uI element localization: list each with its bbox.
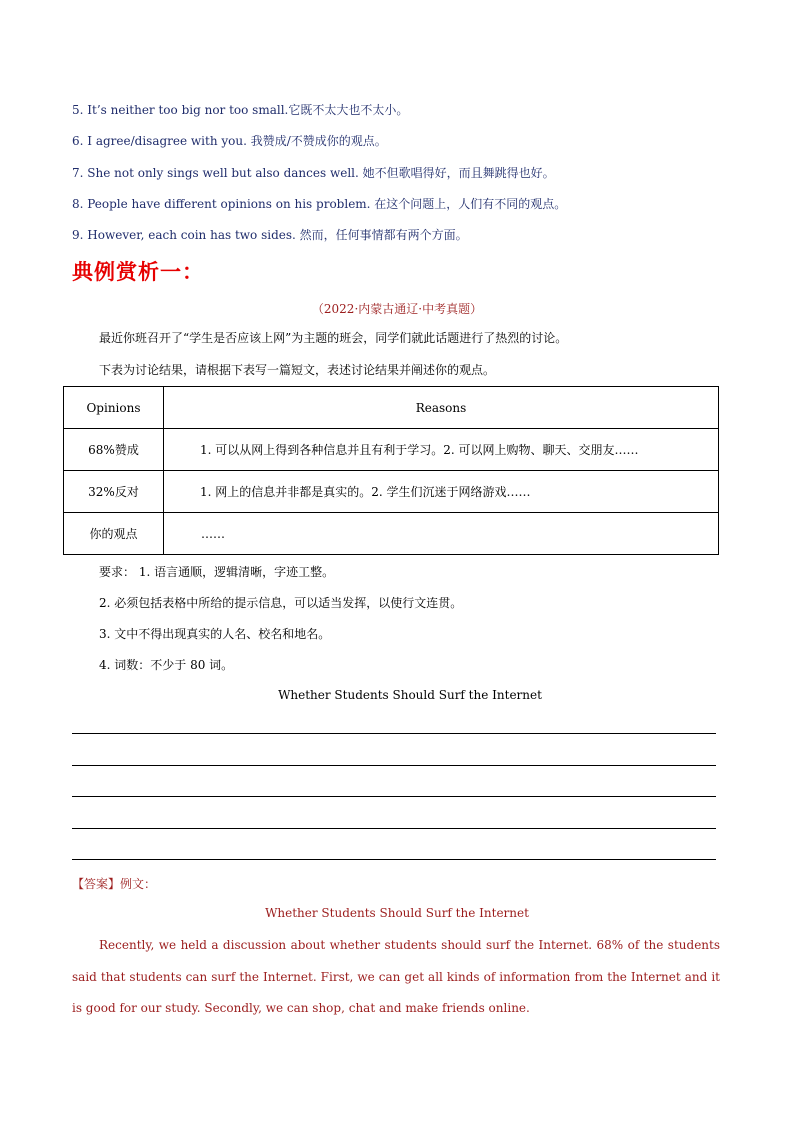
reason-cell: …… bbox=[164, 513, 719, 555]
writing-line bbox=[72, 796, 716, 797]
sentence-9: 9. However, each coin has two sides. 然而，任何事情都有两个方面。 bbox=[72, 228, 468, 242]
writing-line bbox=[72, 859, 716, 860]
writing-line bbox=[72, 733, 716, 734]
opinion-cell: 68%赞成 bbox=[64, 429, 164, 471]
requirement-4: 4. 词数：不少于 80 词。 bbox=[99, 658, 234, 672]
reason-cell: 1. 可以从网上得到各种信息并且有利于学习。2. 可以网上购物、聊天、交朋友…… bbox=[164, 429, 719, 471]
reason-cell: 1. 网上的信息并非都是真实的。2. 学生们沉迷于网络游戏…… bbox=[164, 471, 719, 513]
task-intro-1: 最近你班召开了“学生是否应该上网”为主题的班会，同学们就此话题进行了热烈的讨论。 bbox=[99, 331, 568, 345]
opinion-cell: 32%反对 bbox=[64, 471, 164, 513]
sentence-6: 6. I agree/disagree with you. 我赞成/不赞成你的观点。 bbox=[72, 134, 387, 148]
writing-line bbox=[72, 828, 716, 829]
header-opinions: Opinions bbox=[64, 387, 164, 429]
exam-source: （2022·内蒙古通辽·中考真题） bbox=[311, 302, 483, 316]
answer-essay: Recently, we held a discussion about whether students should surf the Internet. 68% of the students said that students can surf the Internet. First, we can get all kinds of information from the Internet and it is good for our study. Secondly, we can shop, chat and make friends online. bbox=[72, 938, 720, 1015]
table-row bbox=[64, 429, 719, 471]
answer-label: 【答案】例文： bbox=[72, 877, 157, 891]
sentence-5: 5. It’s neither too big nor too small.它既不太大也不太小。 bbox=[72, 103, 409, 117]
table-row bbox=[64, 471, 719, 513]
requirement-2: 2. 必须包括表格中所给的提示信息，可以适当发挥，以使行文连贯。 bbox=[99, 596, 463, 610]
opinions-table bbox=[63, 386, 719, 555]
requirement-3: 3. 文中不得出现真实的人名、校名和地名。 bbox=[99, 627, 331, 641]
sentence-8: 8. People have different opinions on his problem. 在这个问题上，人们有不同的观点。 bbox=[72, 197, 567, 211]
sentence-7: 7. She not only sings well but also dances well. 她不但歌唱得好，而且舞跳得也好。 bbox=[72, 166, 555, 180]
opinion-cell: 你的观点 bbox=[64, 513, 164, 555]
requirement-1: 要求： 1. 语言通顺，逻辑清晰，字迹工整。 bbox=[99, 565, 335, 579]
table-header-row bbox=[64, 387, 719, 429]
task-intro-2: 下表为讨论结果，请根据下表写一篇短文，表述讨论结果并阐述你的观点。 bbox=[99, 363, 496, 377]
table-row bbox=[64, 513, 719, 555]
writing-line bbox=[72, 765, 716, 766]
header-reasons: Reasons bbox=[164, 387, 719, 429]
answer-title: Whether Students Should Surf the Internet bbox=[265, 906, 529, 920]
writing-title: Whether Students Should Surf the Internet bbox=[278, 688, 542, 702]
example-heading: 典例赏析一： bbox=[72, 260, 204, 284]
